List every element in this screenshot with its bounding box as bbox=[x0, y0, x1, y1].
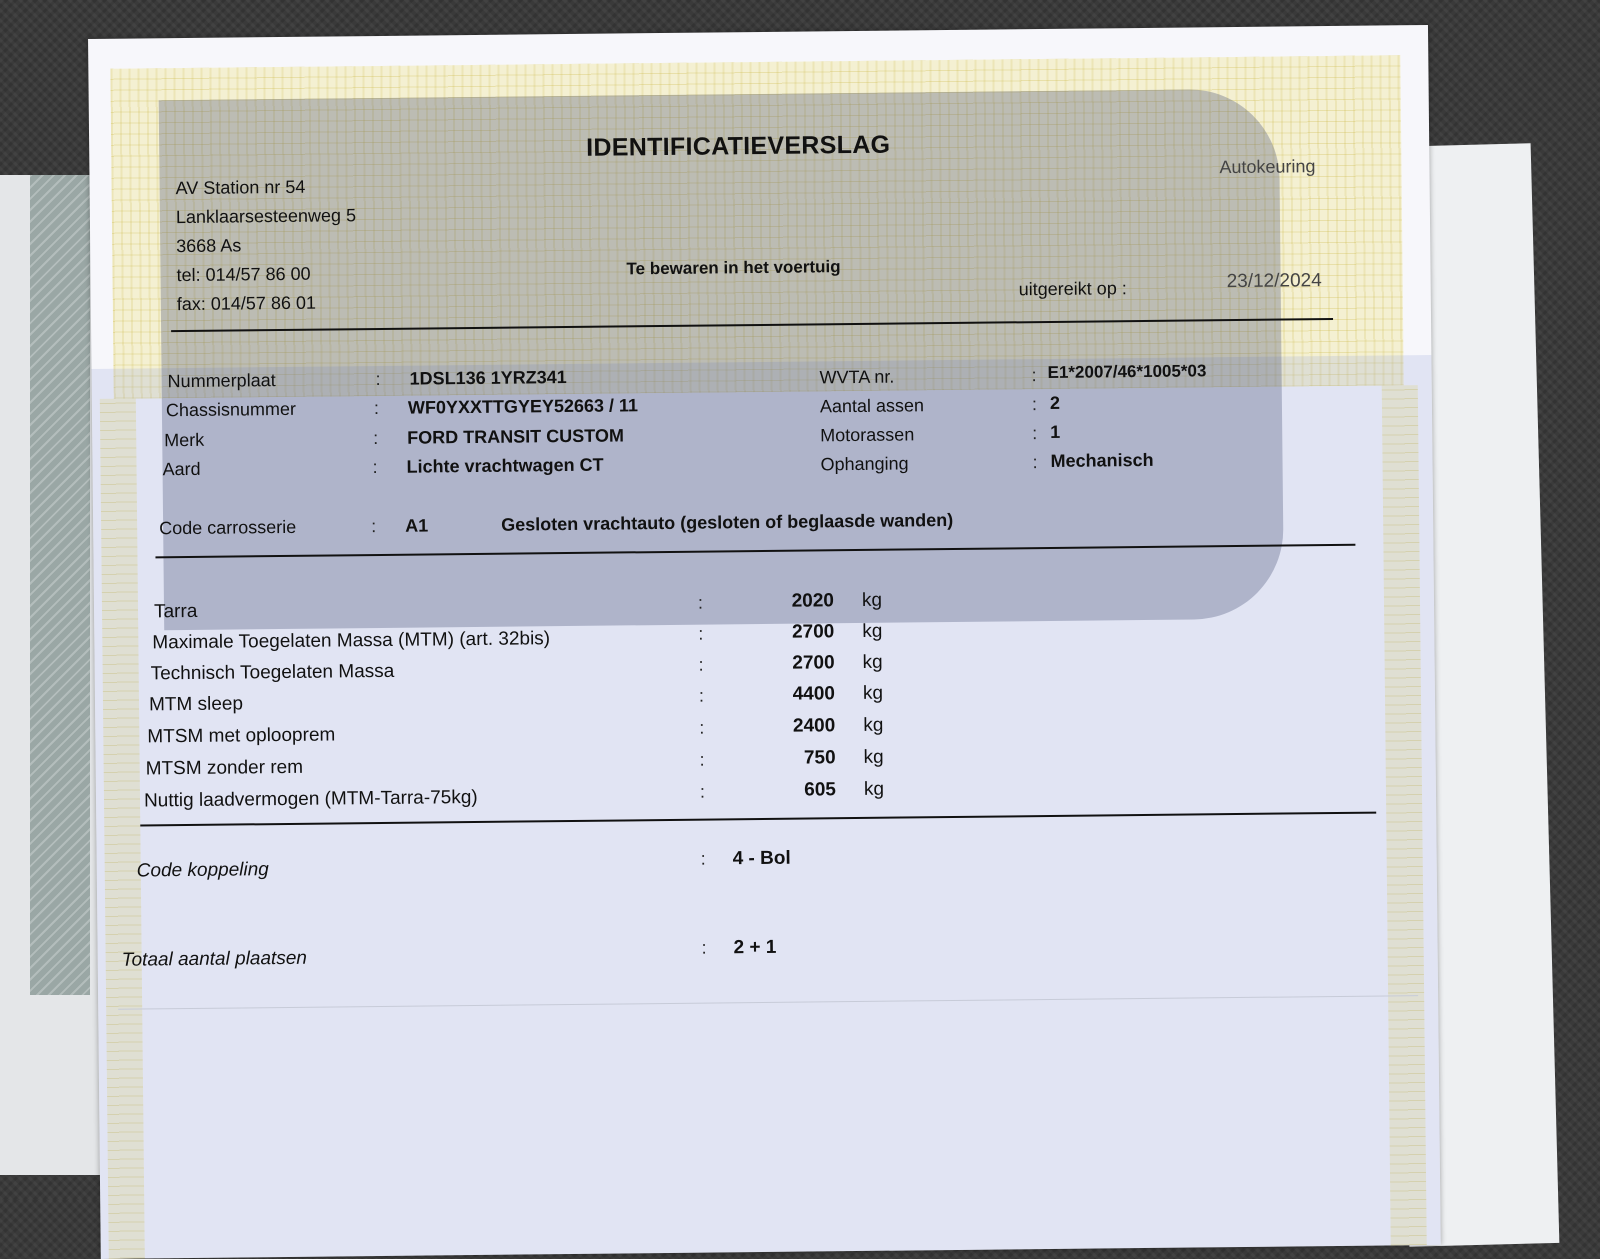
station-tel: tel: 014/57 86 00 bbox=[176, 263, 311, 286]
issued-date: 23/12/2024 bbox=[1226, 270, 1322, 293]
drive-axles-separator: : bbox=[1032, 423, 1038, 444]
type-value: Lichte vrachtwagen CT bbox=[406, 454, 604, 477]
mass-unit: kg bbox=[863, 778, 885, 800]
mass-value: 750 bbox=[803, 747, 836, 769]
background-sheet-pattern bbox=[30, 175, 90, 995]
plate-separator: : bbox=[375, 368, 381, 390]
mass-label: Maximale Toegelaten Massa (MTM) (art. 32bis) bbox=[152, 628, 551, 654]
wvta-label: WVTA nr. bbox=[819, 366, 895, 388]
plate-label: Nummerplaat bbox=[167, 370, 276, 392]
mass-separator: : bbox=[699, 749, 705, 770]
mass-unit: kg bbox=[861, 589, 883, 611]
mass-label: Technisch Toegelaten Massa bbox=[150, 660, 395, 685]
make-label: Merk bbox=[164, 429, 205, 451]
mass-separator: : bbox=[699, 717, 705, 738]
mass-value: 4400 bbox=[792, 683, 836, 705]
body-code-separator: : bbox=[371, 516, 377, 537]
suspension-label: Ophanging bbox=[820, 453, 909, 475]
type-label: Aard bbox=[162, 458, 201, 480]
axles-label: Aantal assen bbox=[819, 395, 925, 417]
mass-label: MTM sleep bbox=[148, 693, 244, 716]
suspension-separator: : bbox=[1032, 452, 1038, 473]
mass-value: 2020 bbox=[791, 590, 835, 612]
mass-label: MTSM zonder rem bbox=[145, 756, 304, 780]
make-separator: : bbox=[373, 427, 379, 449]
body-description: Gesloten vrachtauto (gesloten of beglaasde wanden) bbox=[501, 509, 954, 535]
mass-value: 2700 bbox=[791, 621, 835, 643]
axles-value: 2 bbox=[1049, 392, 1061, 413]
mass-value: 2700 bbox=[792, 652, 835, 674]
issued-label: uitgereikt op : bbox=[1018, 278, 1127, 300]
background-sheet-left bbox=[0, 175, 100, 1175]
body-code-value: A1 bbox=[405, 515, 429, 536]
chassis-value: WF0YXXTTGYEY52663 / 11 bbox=[407, 395, 639, 418]
coupling-separator: : bbox=[700, 848, 706, 869]
brand-label: Autokeuring bbox=[1219, 156, 1316, 178]
coupling-value: 4 - Bol bbox=[732, 847, 791, 870]
mass-unit: kg bbox=[862, 620, 883, 642]
mass-unit: kg bbox=[862, 682, 884, 704]
make-value: FORD TRANSIT CUSTOM bbox=[407, 425, 624, 448]
mass-separator: : bbox=[698, 623, 704, 644]
keep-in-vehicle-notice: Te bewaren in het voertuig bbox=[626, 257, 841, 279]
station-fax: fax: 014/57 86 01 bbox=[176, 292, 317, 315]
chassis-separator: : bbox=[373, 397, 380, 419]
mass-separator: : bbox=[698, 654, 704, 675]
type-separator: : bbox=[372, 457, 378, 478]
wvta-separator: : bbox=[1031, 365, 1037, 386]
plate-value: 1DSL136 1YRZ341 bbox=[409, 367, 567, 389]
report-title: IDENTIFICATIEVERSLAG bbox=[586, 130, 891, 162]
seats-value: 2 + 1 bbox=[733, 936, 777, 959]
coupling-label: Code koppeling bbox=[136, 859, 269, 882]
station-name: AV Station nr 54 bbox=[175, 176, 306, 199]
mass-separator: : bbox=[697, 592, 704, 613]
mass-unit: kg bbox=[862, 651, 883, 673]
station-street: Lanklaarsesteenweg 5 bbox=[175, 205, 357, 228]
identification-report-sheet bbox=[88, 25, 1441, 1259]
station-city: 3668 As bbox=[176, 235, 242, 257]
drive-axles-value: 1 bbox=[1050, 421, 1061, 442]
suspension-value: Mechanisch bbox=[1050, 449, 1154, 471]
mass-label: Nuttig laadvermogen (MTM-Tarra-75kg) bbox=[143, 786, 478, 812]
mass-unit: kg bbox=[863, 746, 884, 768]
mass-separator: : bbox=[698, 685, 705, 706]
mass-unit: kg bbox=[863, 714, 884, 736]
wvta-value: E1*2007/46*1005*03 bbox=[1047, 361, 1207, 382]
mass-label: MTSM met oplooprem bbox=[147, 724, 336, 748]
mass-separator: : bbox=[699, 781, 706, 802]
chassis-label: Chassisnummer bbox=[165, 398, 297, 421]
seats-label: Totaal aantal plaatsen bbox=[121, 947, 308, 971]
mass-value: 605 bbox=[804, 779, 837, 801]
drive-axles-label: Motorassen bbox=[820, 424, 915, 446]
body-code-label: Code carrosserie bbox=[159, 516, 297, 539]
mass-label: Tarra bbox=[153, 600, 198, 623]
seats-separator: : bbox=[701, 937, 707, 958]
mass-value: 2400 bbox=[792, 715, 836, 737]
axles-separator: : bbox=[1031, 394, 1038, 415]
shadow-overlay bbox=[159, 89, 1284, 631]
